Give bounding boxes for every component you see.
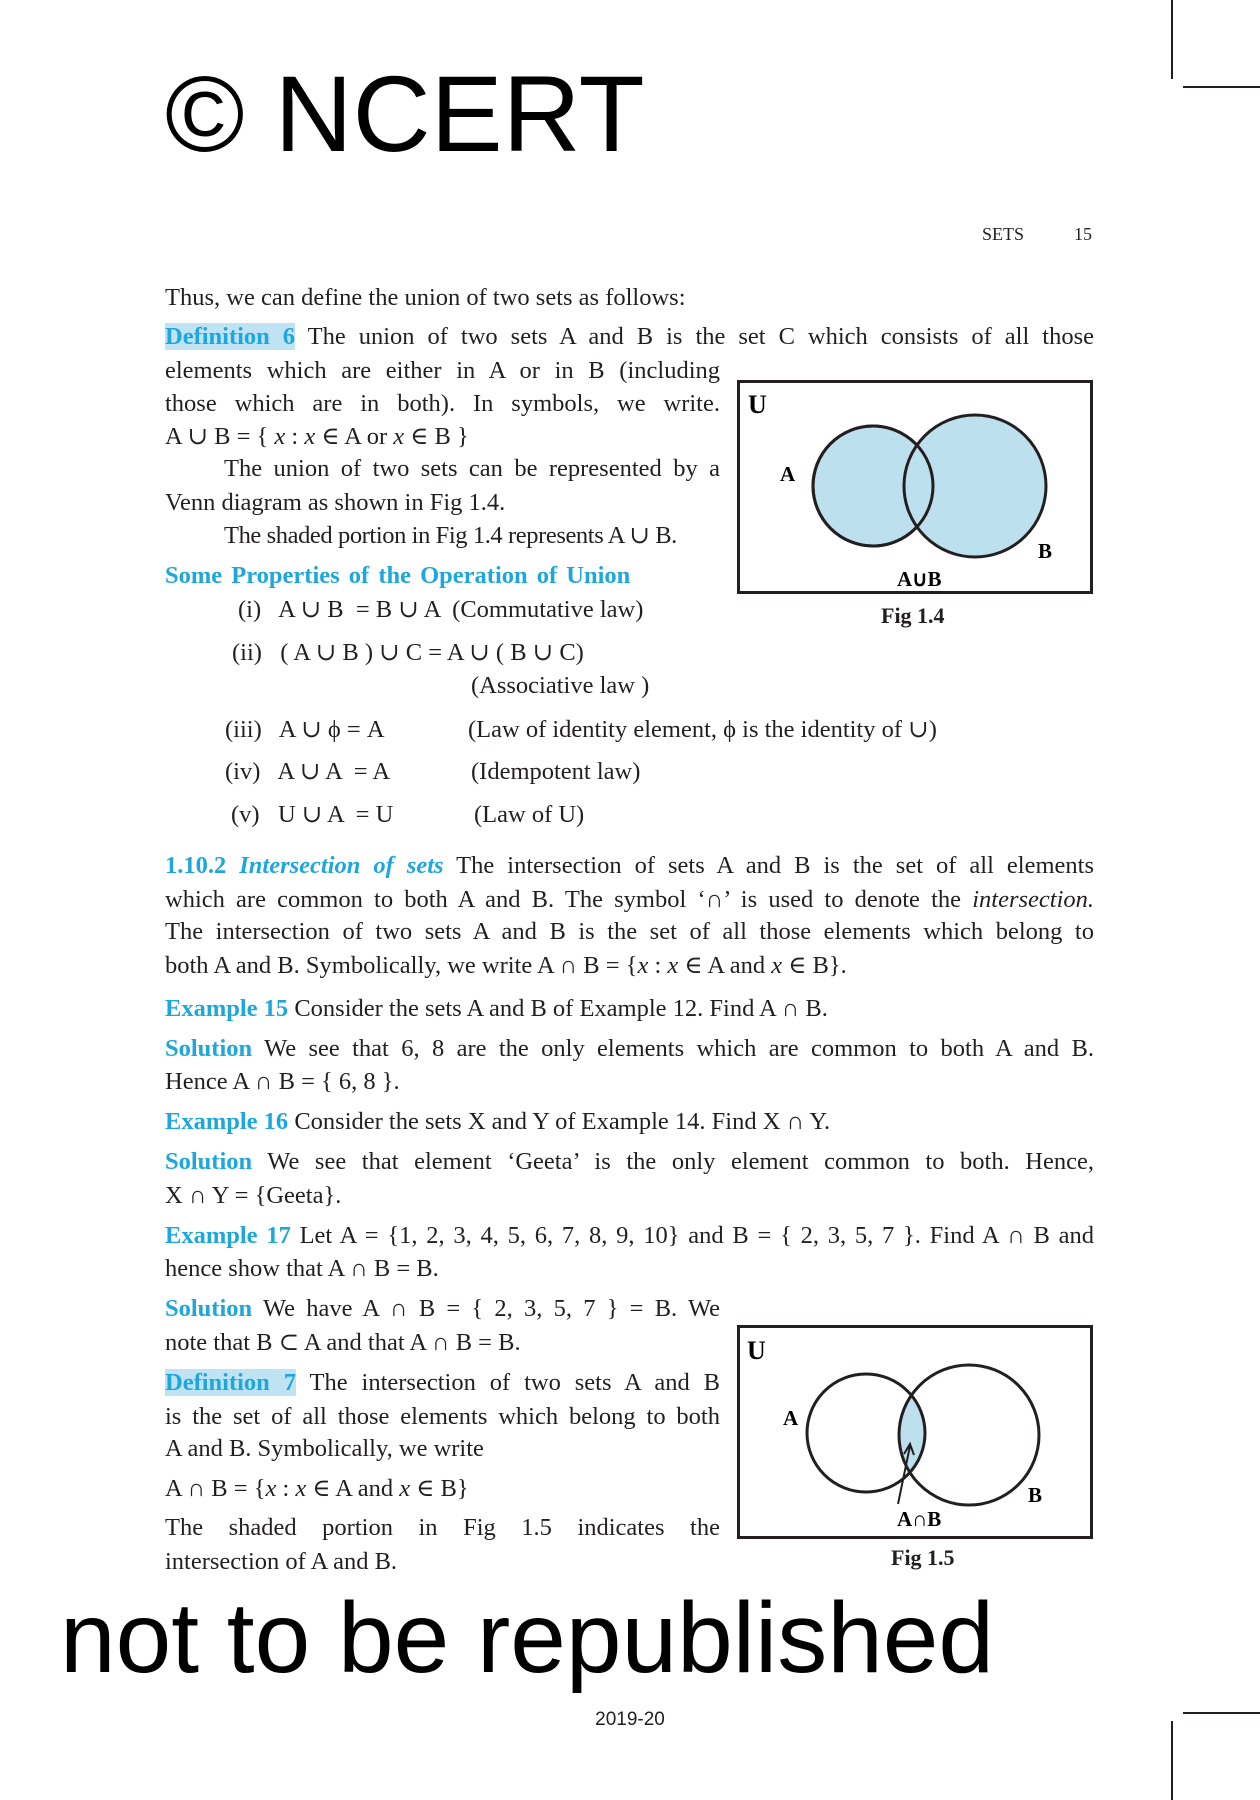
set-a-label: A (783, 1406, 799, 1430)
property-law: (Idempotent law) (471, 758, 641, 785)
paragraph-line: The shaded portion in Fig 1.4 represents A ∪ B. (224, 522, 677, 549)
text: ∈ B}. (782, 952, 847, 979)
paragraph-line (165, 885, 1094, 915)
solution-line (165, 1034, 1094, 1064)
solution-label: Solution (165, 1148, 253, 1175)
set-b-label: B (1038, 539, 1053, 563)
page-number: 15 (1074, 224, 1092, 244)
crop-mark (1171, 1721, 1173, 1800)
paragraph-line: Hence A ∩ B = { 6, 8 }. (165, 1068, 400, 1095)
formula-line (165, 1474, 469, 1504)
text: which are common to both A and B. The symbol ‘∩’ is used to denote the (165, 886, 973, 913)
universe-label: U (748, 390, 767, 419)
region-label: A∪B (897, 567, 942, 591)
property-item: (v) U ∪ A = U (231, 801, 394, 828)
region-label: A∩B (897, 1507, 942, 1531)
property-item: (ii) ( A ∪ B ) ∪ C = A ∪ ( B ∪ C) (232, 639, 584, 666)
text: ∈ A and (678, 952, 772, 979)
definition-label: Definition 7 (165, 1369, 296, 1396)
definition-label: Definition 6 (165, 323, 296, 350)
figure-caption: Fig 1.4 (881, 603, 945, 628)
crop-mark (1183, 86, 1260, 88)
paragraph-line: note that B ⊂ A and that A ∩ B = B. (165, 1329, 521, 1356)
var: x (274, 423, 286, 450)
text: We see that element ‘Geeta’ is the only element common to both. Hence, (267, 1148, 1094, 1175)
property-item: (i) A ∪ B = B ∪ A (Commutative law) (238, 596, 644, 623)
formula-line (165, 422, 469, 452)
text: The intersection of sets A and B is the set of all elements (456, 852, 1094, 879)
text: A ∩ B = { (165, 1475, 266, 1502)
set-b-label: B (1028, 1483, 1043, 1507)
text: ∈ A and (306, 1475, 400, 1502)
property-law: (Law of identity element, ϕ is the identity of ∪) (468, 716, 937, 743)
paragraph-line: The shaded portion in Fig 1.5 indicates the (165, 1514, 720, 1541)
running-title: SETS (982, 224, 1025, 244)
universe-label: U (747, 1336, 766, 1365)
var: x (393, 423, 405, 450)
crop-mark (1171, 0, 1173, 79)
text: Consider the sets X and Y of Example 14. Find X ∩ Y. (294, 1108, 831, 1135)
text: intersection. (972, 886, 1094, 913)
paragraph-line: A and B. Symbolically, we write (165, 1435, 484, 1462)
set-a-label: A (780, 462, 796, 486)
section-number: 1.10.2 (165, 852, 227, 879)
text: both A and B. Symbolically, we write A ∩ B = { (165, 952, 638, 979)
property-item: (iv) A ∪ A = A (225, 758, 391, 785)
text: ∈ B } (404, 423, 469, 450)
paragraph-line: hence show that A ∩ B = B. (165, 1255, 439, 1282)
text: A ∪ B = { (165, 423, 275, 450)
definition-7-line (165, 1368, 720, 1398)
venn-diagram-intersection (737, 1325, 1093, 1539)
text: : (285, 423, 305, 450)
section-line (165, 851, 1094, 881)
text: We have A ∩ B = { 2, 3, 5, 7 } = B. We (262, 1295, 721, 1322)
section-heading: Some Properties of the Operation of Union (165, 562, 631, 589)
example-label: Example 17 (165, 1222, 291, 1249)
paragraph-line: The intersection of two sets A and B is the set of all those elements which belong to (165, 918, 1094, 945)
var: x (295, 1475, 307, 1502)
section-title: Intersection of sets (239, 852, 444, 879)
property-law: (Associative law ) (471, 672, 650, 699)
property-item: (iii) A ∪ ϕ = A (225, 716, 385, 743)
watermark-not-to-be-republished: not to be republished (60, 1582, 995, 1694)
text: ∈ B} (410, 1475, 469, 1502)
example-16 (165, 1107, 830, 1137)
text: The intersection of two sets A and B (309, 1369, 721, 1396)
solution-label: Solution (165, 1295, 253, 1322)
paragraph-line: X ∩ Y = {Geeta}. (165, 1182, 342, 1209)
example-label: Example 16 (165, 1108, 289, 1135)
var: x (667, 952, 679, 979)
paragraph-line: Thus, we can define the union of two sets as follows: (165, 284, 686, 311)
text: We see that 6, 8 are the only elements which are common to both A and B. (264, 1035, 1094, 1062)
venn-diagram-union (737, 380, 1093, 594)
figure-caption: Fig 1.5 (891, 1545, 955, 1570)
solution-line (165, 1294, 720, 1324)
example-15 (165, 994, 828, 1024)
text: : (276, 1475, 296, 1502)
paragraph-line: is the set of all those elements which belong to both (165, 1403, 720, 1430)
paragraph-line: those which are in both). In symbols, we write. (165, 390, 720, 417)
text: The union of two sets A and B is the set C which consists of all those (307, 323, 1095, 350)
var: x (399, 1475, 411, 1502)
text: ∈ A or (315, 423, 394, 450)
var: x (265, 1475, 277, 1502)
definition-6-line (165, 322, 1094, 352)
solution-label: Solution (165, 1035, 253, 1062)
footer-year: 2019-20 (595, 1709, 665, 1730)
text: Let A = {1, 2, 3, 4, 5, 6, 7, 8, 9, 10} and B = { 2, 3, 5, 7 }. Find A ∩ B and (299, 1222, 1095, 1249)
set-b-circle (904, 415, 1046, 557)
example-label: Example 15 (165, 995, 289, 1022)
paragraph-line: The union of two sets can be represented by a (224, 455, 720, 482)
solution-line (165, 1147, 1094, 1177)
var: x (637, 952, 649, 979)
watermark-copyright: © NCERT (165, 53, 645, 174)
var: x (771, 952, 783, 979)
formula-line (165, 951, 847, 981)
paragraph-line: intersection of A and B. (165, 1548, 398, 1575)
text: : (648, 952, 668, 979)
paragraph-line: elements which are either in A or in B (including (165, 357, 720, 384)
text: Consider the sets A and B of Example 12. Find A ∩ B. (294, 995, 828, 1022)
paragraph-line: Venn diagram as shown in Fig 1.4. (165, 489, 506, 516)
property-law: (Law of U) (474, 801, 585, 828)
example-17 (165, 1221, 1094, 1251)
var: x (304, 423, 316, 450)
